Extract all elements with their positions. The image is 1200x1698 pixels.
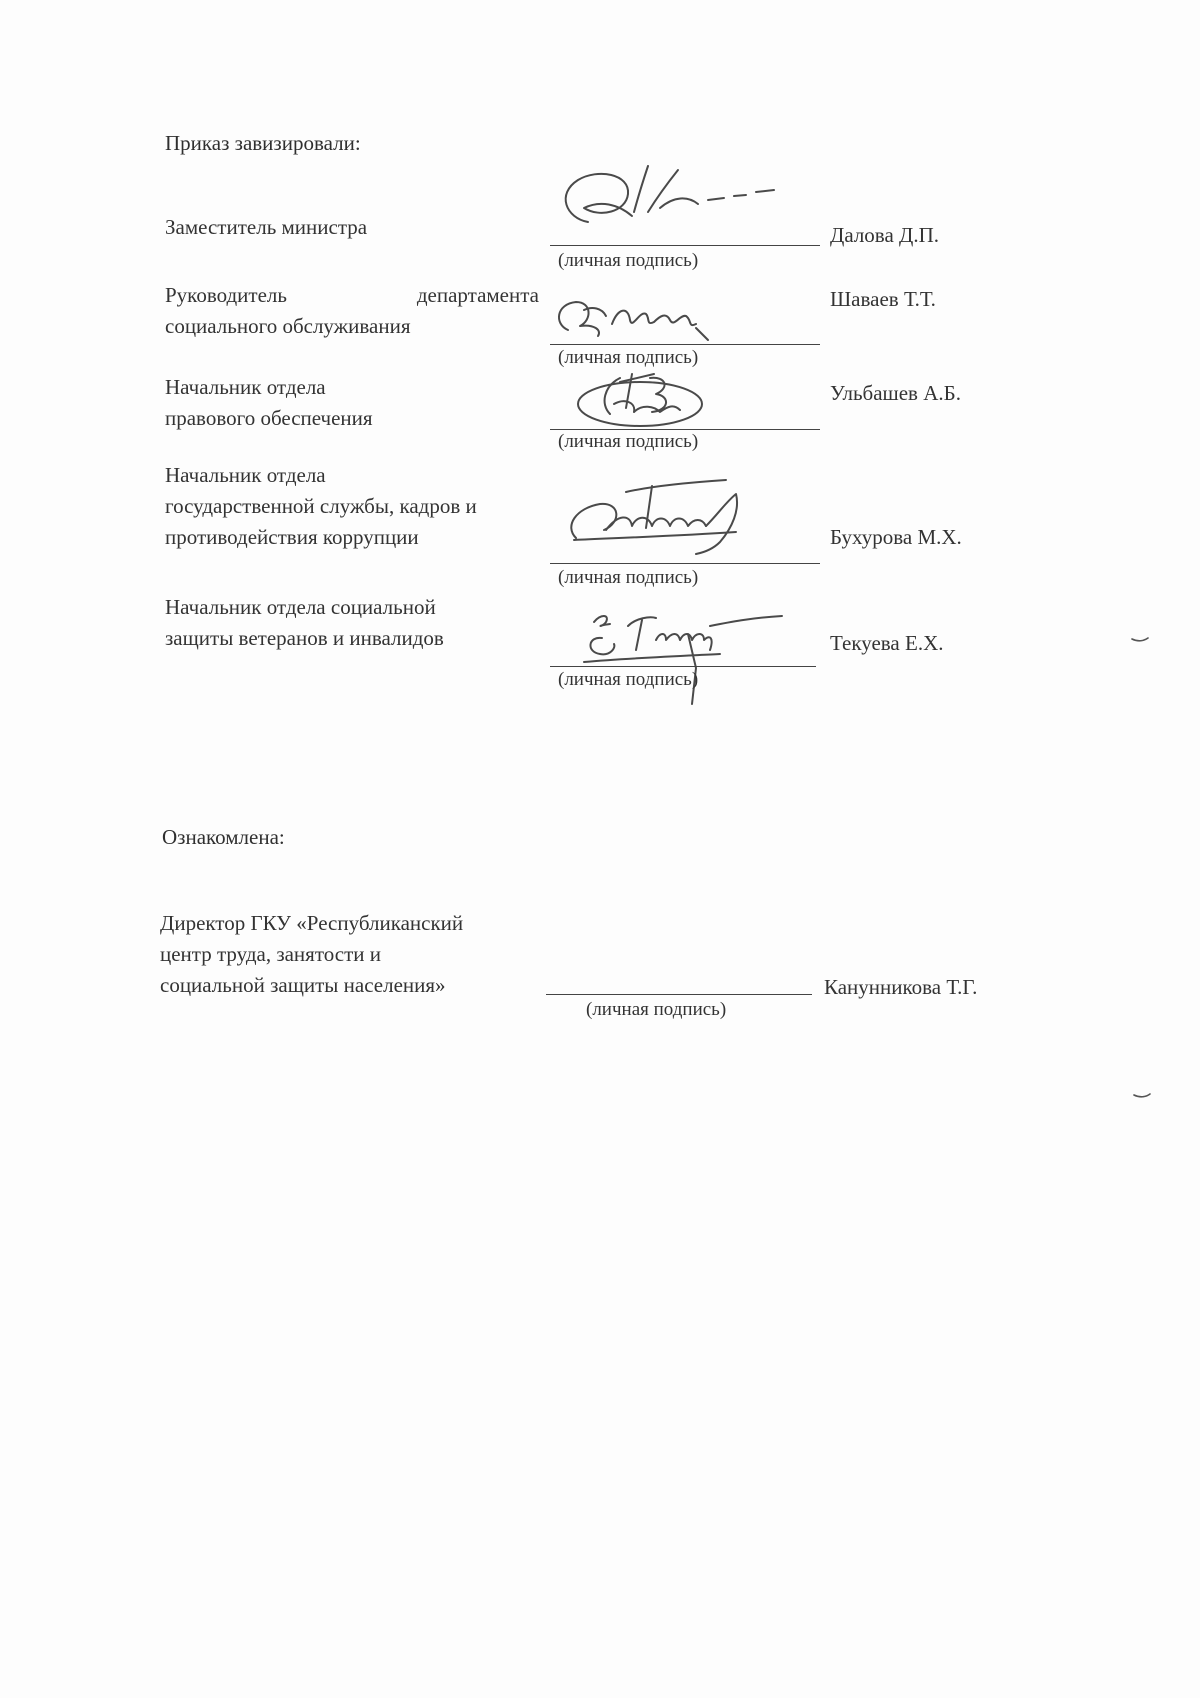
acknowledgement-heading: Ознакомлена: — [162, 825, 285, 849]
approval-4-signature — [556, 474, 796, 558]
approval-2-position — [165, 280, 539, 342]
approval-5-position-line-2: защиты ветеранов и инвалидов — [165, 626, 444, 650]
scan-mark-upper — [1130, 636, 1150, 644]
approval-3-position-line-2: правового обеспечения — [165, 406, 373, 430]
approval-1-position — [165, 212, 367, 243]
approval-5-position — [165, 592, 444, 654]
approval-2-position-line-1 — [165, 280, 539, 311]
approval-5-signature — [570, 604, 800, 714]
approval-2-position-line-2: социального обслуживания — [165, 314, 411, 338]
approval-1-signature-line — [550, 245, 820, 246]
approval-1-position-line-1: Заместитель министра — [165, 215, 368, 239]
approval-2-position-word-2: департамента — [416, 283, 539, 307]
approval-2-position-word-1: Руководитель — [165, 283, 287, 307]
approval-1-name: Далова Д.П. — [830, 223, 940, 247]
acknowledgement-signature-hint: (личная подпись) — [586, 999, 727, 1020]
approval-3-position — [165, 372, 373, 434]
approval-5-name: Текуева Е.Х. — [830, 631, 944, 655]
approval-5-signature-hint: (личная подпись) — [558, 669, 699, 690]
scan-mark-lower — [1132, 1092, 1152, 1100]
approval-2-name: Шаваев Т.Т. — [830, 287, 936, 311]
acknowledgement-position-line-3: социальной защиты населения» — [160, 973, 446, 997]
approval-4-name: Бухурова М.Х. — [830, 525, 962, 549]
approval-3-signature — [570, 368, 730, 432]
acknowledgement-signature-line — [546, 994, 812, 995]
acknowledgement-position — [160, 908, 463, 1001]
acknowledgement-position-line-2: центр труда, занятости и — [160, 942, 381, 966]
approval-4-signature-line — [550, 563, 820, 564]
approval-1-signature-hint: (личная подпись) — [558, 250, 699, 271]
approval-1-signature — [548, 160, 830, 242]
approval-3-position-line-1: Начальник отдела — [165, 375, 326, 399]
acknowledgement-name: Канунникова Т.Г. — [824, 975, 978, 999]
approval-3-signature-hint: (личная подпись) — [558, 431, 699, 452]
approval-4-signature-hint: (личная подпись) — [558, 567, 699, 588]
approval-4-position — [165, 460, 539, 553]
approval-2-signature-line — [550, 344, 820, 345]
acknowledgement-position-line-1: Директор ГКУ «Республиканский — [160, 911, 464, 935]
approval-4-position-line-1: Начальник отдела — [165, 463, 326, 487]
approval-5-position-line-1: Начальник отдела социальной — [165, 595, 436, 619]
approval-4-position-line-2: государственной службы, кадров и — [165, 494, 477, 518]
approval-5-signature-line — [550, 666, 816, 667]
approvals-heading: Приказ завизировали: — [165, 131, 361, 155]
approval-2-signature-hint: (личная подпись) — [558, 347, 699, 368]
approval-4-position-line-3: противодействия коррупции — [165, 525, 419, 549]
approval-3-name: Ульбашев А.Б. — [830, 381, 961, 405]
approval-2-signature — [546, 294, 746, 344]
